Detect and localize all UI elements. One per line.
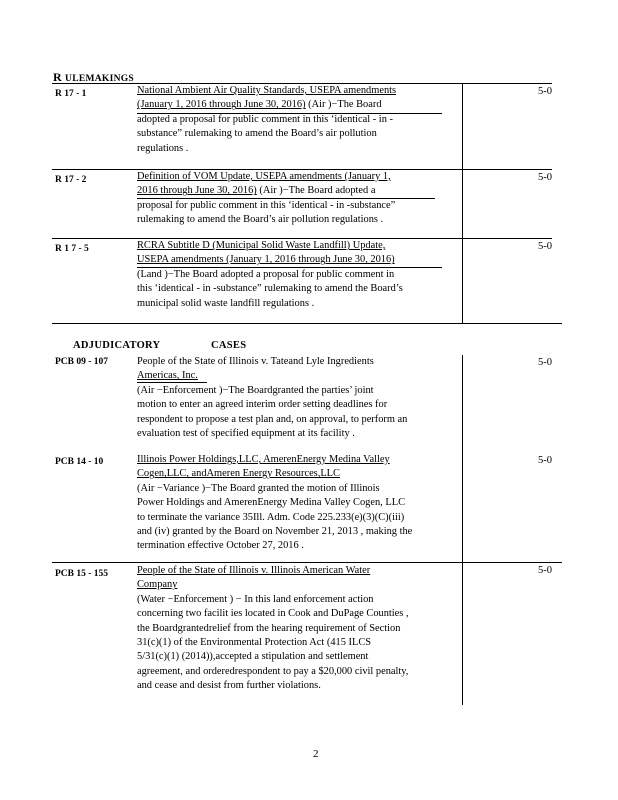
docket-r17-1: R 17 - 1	[55, 89, 87, 99]
vote-r17-5: 5-0	[538, 241, 552, 252]
divider-r17-2	[462, 170, 463, 238]
entry-r17-5: RCRA Subtitle D (Municipal Solid Waste Landfill) Update, USEPA amendments (January 1, 2016 through June 30, 2016) (Land )−The Board adopted a proposal for public comment in this ‘identical - in -substance” rulemaking to amend the Board’s municipal solid waste landfill regulations .	[137, 240, 403, 309]
docket-r17-5: R 1 7 - 5	[55, 244, 89, 254]
docket-pcb-14-10: PCB 14 - 10	[55, 457, 104, 467]
vote-r17-1: 5-0	[538, 86, 552, 97]
vote-r17-2: 5-0	[538, 172, 552, 183]
vote-pcb-14-10: 5-0	[538, 455, 552, 466]
rule-r17-2-underline	[137, 198, 435, 199]
adjudicatory-heading: ADJUDICATORY CASES	[73, 340, 247, 351]
docket-pcb-15-155: PCB 15 - 155	[55, 569, 109, 579]
divider-r17-1	[462, 84, 463, 169]
entry-pcb-15-155: People of the State of Illinois v. Illinois American Water Company (Water −Enforcement ) − In this land enforcement action concerning two facilit ies located in Cook and DuPage Counties , the Boardgrantedrelief from the hearing requirement of Section 31(c)(1) of the Environmental Protection Act (415 ILCS 5/31(c)(1) (2014)),accepted a stipulation and settlement agreement, and orderedrespondent to pay a $20,000 civil penalty, and cease and desist from further violations.	[137, 565, 409, 692]
divider-r17-5	[462, 239, 463, 323]
entry-pcb-09-107: People of the State of Illinois v. Tateand Lyle Ingredients Americas, Inc. (Air −Enforcement )−The Boardgranted the parties’ joint motion to enter an agreed interim order setting deadlines for respondent to propose a test plan and, on approval, to perform an evaluation test of specified equipment at its facility .	[137, 356, 408, 440]
entry-r17-1: National Ambient Air Quality Standards, USEPA amendments (January 1, 2016 through June 30, 2016) (Air )−The Board adopted a proposal for public comment in this ‘identical - in - substance” rulemaking to amend the Board’s air pollution regulations .	[137, 85, 397, 154]
vote-pcb-09-107: 5-0	[538, 357, 552, 368]
vote-pcb-15-155: 5-0	[538, 565, 552, 576]
rule-pcb-09-107-underline	[137, 382, 207, 383]
rule-after-r17-5	[52, 323, 562, 324]
docket-r17-2: R 17 - 2	[55, 175, 87, 185]
entry-r17-2: Definition of VOM Update, USEPA amendments (January 1, 2016 through June 30, 2016) (Air )−The Board adopted a proposal for public comment in this ‘identical - in -substance” rulemaking to amend the Board’s air pollution regulations .	[137, 171, 396, 226]
rule-r17-1-underline	[137, 113, 442, 114]
rulemakings-heading: R ULEMAKINGS	[53, 70, 135, 84]
rule-before-pcb-15-155	[52, 562, 562, 563]
adjudicatory-divider	[462, 355, 463, 705]
page-number: 2	[313, 748, 319, 760]
rule-r17-5-underline	[137, 267, 442, 268]
entry-pcb-14-10: Illinois Power Holdings,LLC, AmerenEnergy Medina Valley Cogen,LLC, andAmeren Energy Resources,LLC (Air −Variance )−The Board granted the motion of Illinois Power Holdings and AmerenEnergy Medina Valley Cogen, LLC to terminate the variance 35Ill. Adm. Code 225.233(e)(3)(C)(iii) and (iv) granted by the Board on November 21, 2013 , making the termination effective October 27, 2016 .	[137, 454, 413, 552]
docket-pcb-09-107: PCB 09 - 107	[55, 357, 109, 367]
